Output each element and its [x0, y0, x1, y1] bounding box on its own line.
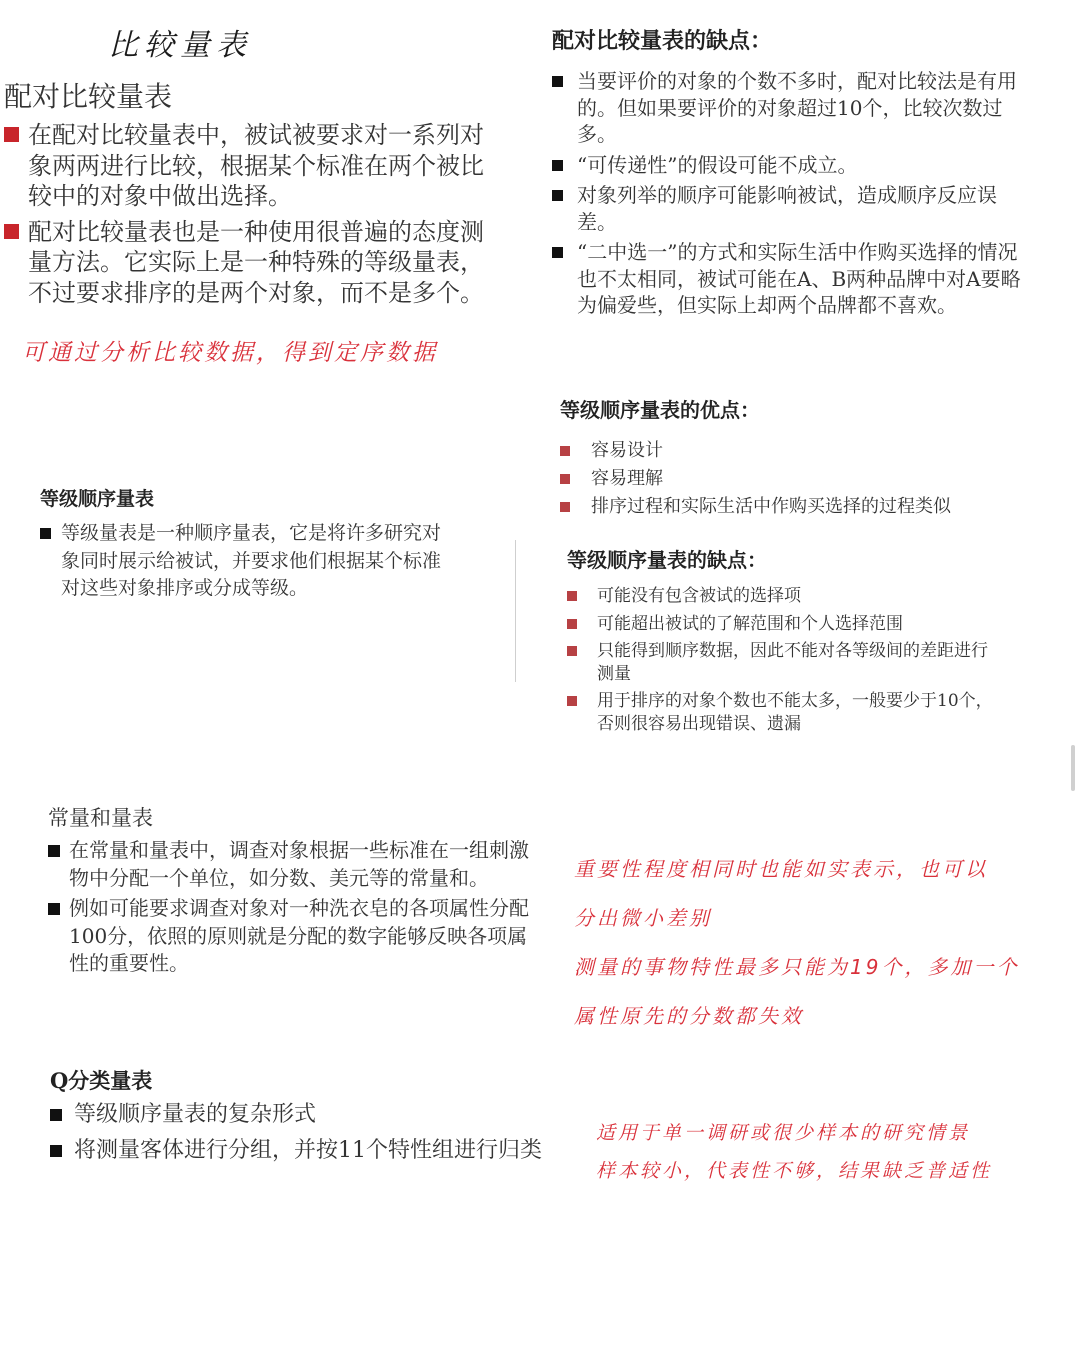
paired-cons-section — [552, 26, 1032, 319]
paired-cons-list — [552, 68, 1032, 319]
list-item-text: 排序过程和实际生活中作购买选择的过程类似 — [591, 496, 951, 517]
rank-cons-title: 等级顺序量表的缺点： — [567, 548, 767, 572]
handwritten-line: 测量的事物特性最多只能为19个，多加一个 — [574, 955, 1020, 979]
constant-sum-title: 常量和量表 — [48, 806, 153, 830]
handwritten-line: 属性原先的分数都失效 — [574, 1004, 804, 1028]
list-item-text: 当要评价的对象的个数不多时，配对比较法是有用的。但如果要评价的对象超过10个，比较次数过多。 — [577, 69, 1017, 146]
list-item-text: 用于排序的对象个数也不能太多，一般要少于10个，否则很容易出现错误、遗漏 — [597, 691, 993, 734]
list-item — [50, 1100, 570, 1129]
paired-list — [4, 120, 484, 308]
rank-title: 等级顺序量表 — [40, 488, 155, 510]
list-item — [4, 120, 484, 212]
constant-sum-list — [48, 837, 533, 978]
list-item — [567, 613, 997, 636]
paired-section — [4, 78, 484, 308]
list-item-text: 只能得到顺序数据，因此不能对各等级间的差距进行测量 — [597, 641, 988, 684]
column-divider — [515, 540, 516, 682]
list-item — [560, 465, 1030, 493]
rank-list — [40, 520, 450, 603]
list-item-text: 可能没有包含被试的选择项 — [597, 586, 801, 606]
list-item-text: 可能超出被试的了解范围和个人选择范围 — [597, 613, 903, 634]
rank-pros-section — [560, 396, 1030, 521]
q-sort-list — [50, 1100, 570, 1165]
paired-title: 配对比较量表 — [4, 80, 173, 113]
list-item — [552, 68, 1032, 148]
handwritten-paired-note: 可通过分析比较数据，得到定序数据 — [22, 340, 438, 366]
list-item-text: 对象列举的顺序可能影响被试，造成顺序反应误差。 — [577, 183, 997, 234]
handwritten-title: 比较量表 — [108, 28, 252, 63]
list-item-text: 在常量和量表中，调查对象根据一些标准在一组刺激物中分配一个单位，如分数、美元等的常量和。 — [69, 838, 529, 890]
list-item-text: 配对比较量表也是一种使用很普遍的态度测量方法。它实际上是一种特殊的等级量表，不过要求排序的是两个对象，而不是多个。 — [28, 217, 484, 307]
list-item — [50, 1136, 570, 1165]
q-sort-title: Q分类量表 — [50, 1068, 153, 1093]
list-item-text: “可传递性”的假设可能不成立。 — [577, 152, 858, 177]
list-item — [560, 493, 1030, 521]
paired-cons-title: 配对比较量表的缺点： — [552, 28, 773, 54]
list-item — [567, 585, 997, 608]
list-item — [48, 837, 533, 892]
list-item — [552, 152, 1032, 179]
rank-pros-list — [560, 437, 1030, 521]
list-item-text: 将测量客体进行分组，并按11个特性组进行归类 — [74, 1138, 542, 1163]
rank-cons-list — [567, 585, 997, 735]
handwritten-line: 样本较小，代表性不够，结果缺乏普适性 — [596, 1160, 993, 1182]
list-item — [567, 640, 997, 685]
list-item — [48, 895, 533, 978]
rank-pros-title: 等级顺序量表的优点： — [560, 398, 760, 422]
list-item — [552, 182, 1032, 235]
list-item-text: 容易设计 — [591, 440, 663, 461]
handwritten-q-sort-notes — [596, 1114, 1066, 1190]
q-sort-section — [50, 1066, 570, 1165]
rank-cons-section — [567, 546, 997, 735]
constant-sum-section — [48, 803, 533, 978]
list-item — [560, 437, 1030, 465]
rank-section — [40, 486, 450, 603]
list-item-text: 等级顺序量表的复杂形式 — [74, 1102, 317, 1127]
list-item — [567, 690, 997, 735]
list-item — [4, 217, 484, 309]
list-item-text: “二中选一”的方式和实际生活中作购买选择的情况也不太相同，被试可能在A、B两种品牌中对A要略为偏爱些，但实际上却两个品牌都不喜欢。 — [577, 240, 1021, 317]
list-item-text: 容易理解 — [591, 468, 663, 489]
handwritten-line: 重要性程度相同时也能如实表示，也可以 — [574, 857, 988, 881]
handwritten-constant-sum-notes — [574, 845, 1069, 1041]
list-item-text: 例如可能要求调查对象对一种洗衣皂的各项属性分配100分，依照的原则就是分配的数字能够反映各项属性的重要性。 — [69, 896, 529, 975]
list-item — [552, 239, 1032, 319]
handwritten-line: 适用于单一调研或很少样本的研究情景 — [596, 1122, 971, 1144]
scrollbar-thumb[interactable] — [1071, 745, 1075, 791]
list-item-text: 等级量表是一种顺序量表，它是将许多研究对象同时展示给被试，并要求他们根据某个标准对这些对象排序或分成等级。 — [61, 522, 442, 599]
list-item-text: 在配对比较量表中，被试被要求对一系列对象两两进行比较，根据某个标准在两个被比较中的对象中做出选择。 — [28, 121, 484, 210]
list-item — [40, 520, 450, 603]
handwritten-line: 分出微小差别 — [574, 906, 712, 930]
